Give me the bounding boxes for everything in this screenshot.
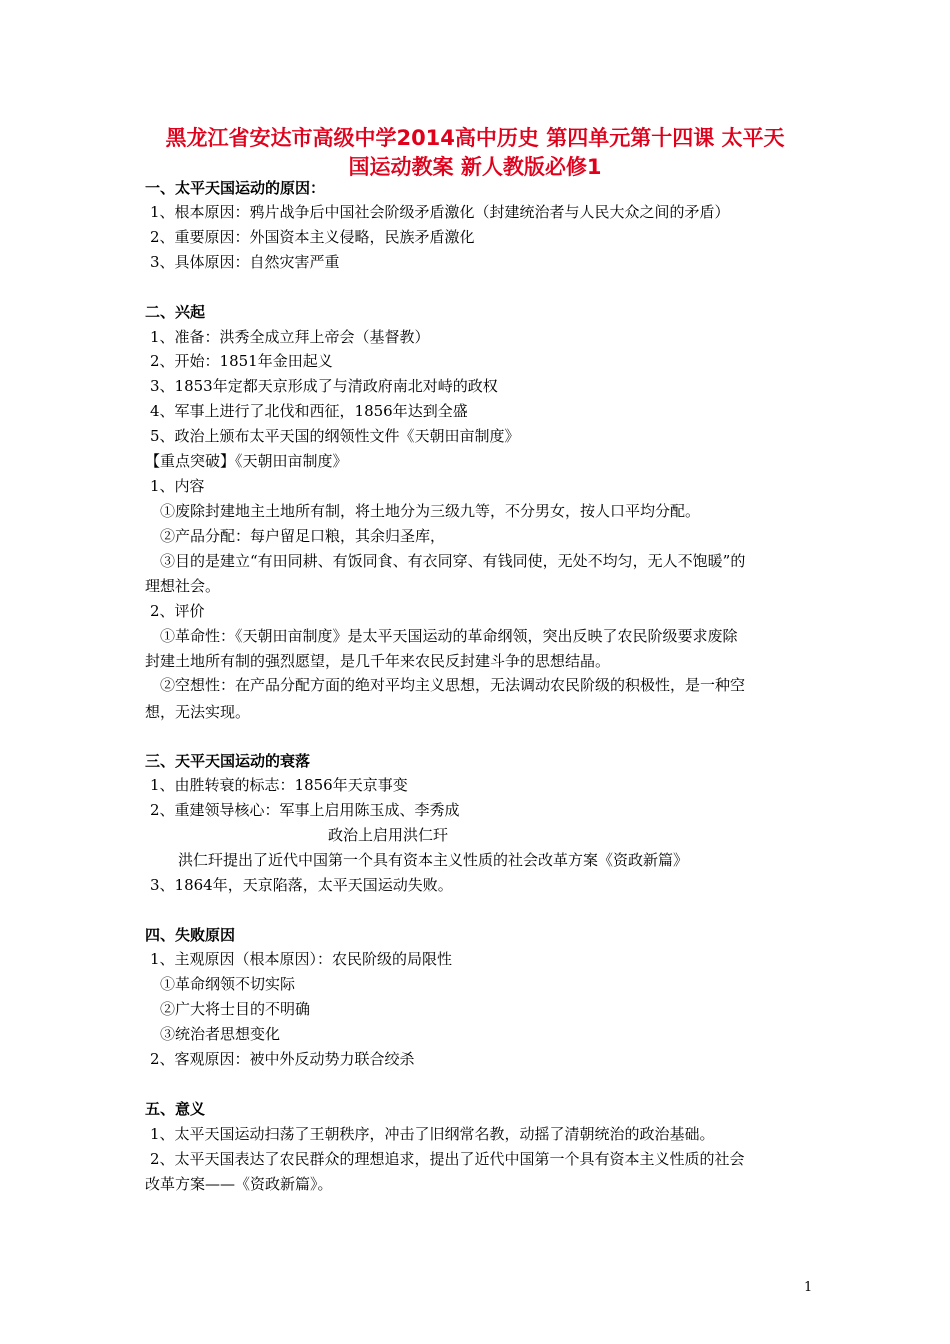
text-line: 洪仁玕提出了近代中国第一个具有资本主义性质的社会改革方案《资政新篇》 [178, 851, 689, 869]
text-line: ②产品分配：每户留足口粮，其余归圣库， [160, 527, 446, 545]
text-line: 理想社会。 [145, 577, 221, 595]
text-line: 改革方案——《资政新篇》。 [145, 1175, 333, 1193]
focus-label: 【重点突破】《天朝田亩制度》 [145, 452, 348, 470]
text-line: 3、1853年定都天京形成了与清政府南北对峙的政权 [150, 377, 498, 395]
text-line: 2、重要原因：外国资本主义侵略，民族矛盾激化 [150, 228, 475, 246]
text-line: 4、军事上进行了北伐和西征，1856年达到全盛 [150, 402, 468, 420]
page-number: 1 [804, 1280, 813, 1295]
section-heading-rise: 二、兴起 [145, 303, 206, 321]
text-line: 1、主观原因（根本原因）：农民阶级的局限性 [150, 950, 453, 968]
text-line: 2、评价 [150, 602, 205, 620]
text-line: ①革命纲领不切实际 [160, 975, 296, 993]
text-line: 5、政治上颁布太平天国的纲领性文件《天朝田亩制度》 [150, 427, 520, 445]
text-line: ②广大将士目的不明确 [160, 1000, 311, 1018]
section-heading-decline: 三、天平天国运动的衰落 [145, 752, 311, 770]
text-line: 1、太平天国运动扫荡了王朝秩序，冲击了旧纲常名教，动摇了清朝统治的政治基础。 [150, 1125, 715, 1143]
text-line: 想，无法实现。 [145, 703, 251, 721]
text-line: 2、重建领导核心：军事上启用陈玉成、李秀成 [150, 801, 460, 819]
text-line: 1、根本原因：鸦片战争后中国社会阶级矛盾激化（封建统治者与人民大众之间的矛盾） [150, 203, 730, 221]
text-line: 封建土地所有制的强烈愿望，是几千年来农民反封建斗争的思想结晶。 [145, 652, 611, 670]
text-line: 1、内容 [150, 477, 205, 495]
document-title-line-2: 国运动教案 新人教版必修1 [348, 155, 602, 179]
section-heading-failure-causes: 四、失败原因 [145, 926, 236, 944]
text-line: 1、由胜转衰的标志：1856年天京事变 [150, 776, 408, 794]
section-heading-significance: 五、意义 [145, 1100, 206, 1118]
text-line: 2、客观原因：被中外反动势力联合绞杀 [150, 1050, 415, 1068]
section-heading-causes: 一、太平天国运动的原因： [145, 179, 326, 197]
text-line: 3、1864年，天京陷落，太平天国运动失败。 [150, 876, 453, 894]
text-line: 3、具体原因：自然灾害严重 [150, 253, 340, 271]
text-line: 2、太平天国表达了农民群众的理想追求，提出了近代中国第一个具有资本主义性质的社会 [150, 1150, 745, 1168]
text-line: 1、准备：洪秀全成立拜上帝会（基督教） [150, 328, 430, 346]
text-line: ③目的是建立“有田同耕、有饭同食、有衣同穿、有钱同使，无处不均匀，无人不饱暖”的 [160, 552, 746, 570]
text-line: ①革命性：《天朝田亩制度》是太平天国运动的革命纲领，突出反映了农民阶级要求废除 [160, 627, 738, 645]
text-line: ②空想性：在产品分配方面的绝对平均主义思想，无法调动农民阶级的积极性，是一种空 [160, 676, 746, 694]
text-line: ③统治者思想变化 [160, 1025, 281, 1043]
text-line: ①废除封建地主土地所有制，将土地分为三级九等，不分男女，按人口平均分配。 [160, 502, 701, 520]
document-title-line-1: 黑龙江省安达市高级中学2014高中历史 第四单元第十四课 太平天 [165, 126, 785, 150]
text-line: 政治上启用洪仁玕 [328, 826, 449, 844]
text-line: 2、开始：1851年金田起义 [150, 352, 333, 370]
